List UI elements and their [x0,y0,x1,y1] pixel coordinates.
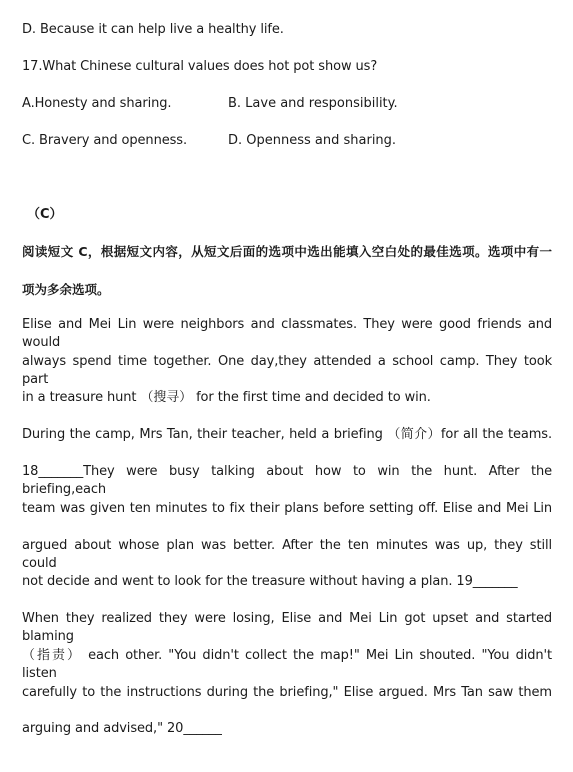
passage-line: Elise and Mei Lin were neighbors and classmates. They were good friends and would [22,317,552,350]
question-17-option-b: B. Lave and responsibility. [228,96,398,111]
passage-line: always spend time together. One day,they attended a school camp. They took part [22,354,552,387]
passage-line: 18_______They were busy talking about how to win the hunt. After the briefing,each [22,464,552,497]
passage-line: argued about whose plan was better. After the ten minutes was up, they still could [22,538,552,571]
passage-line: arguing and advised," 20______ [22,721,222,736]
question-17-text: 17.What Chinese cultural values does hot pot show us? [22,59,378,74]
passage-line: not decide and went to look for the treasure without having a plan. 19_______ [22,574,518,589]
passage-line: （指责） each other. "You didn't collect the map!" Mei Lin shouted. "You didn't listen [22,648,552,681]
question-17-option-d: D. Openness and sharing. [228,133,397,148]
question-17-option-c: C. Bravery and openness. [22,133,187,148]
passage-line: carefully to the instructions during the briefing," Elise argued. Mrs Tan saw them [22,685,552,700]
section-c-instructions-line-2: 项为多余选项。 [22,282,110,297]
passage-line: When they realized they were losing, Elise and Mei Lin got upset and started blaming [22,611,552,644]
passage-line: During the camp, Mrs Tan, their teacher, held a briefing （简介）for all the teams. [22,427,552,442]
question-17-option-a: A.Honesty and sharing. [22,96,172,111]
passage-line: in a treasure hunt （搜寻） for the first time and decided to win. [22,390,431,405]
section-c-label: （C） [27,207,63,222]
passage-line: team was given ten minutes to fix their plans before setting off. Elise and Mei Lin [22,501,552,516]
question-16-option-d: D. Because it can help live a healthy life. [22,22,284,37]
section-c-instructions-line-1: 阅读短文 C，根据短文内容，从短文后面的选项中选出能填入空白处的最佳选项。选项中有一 [22,244,552,259]
